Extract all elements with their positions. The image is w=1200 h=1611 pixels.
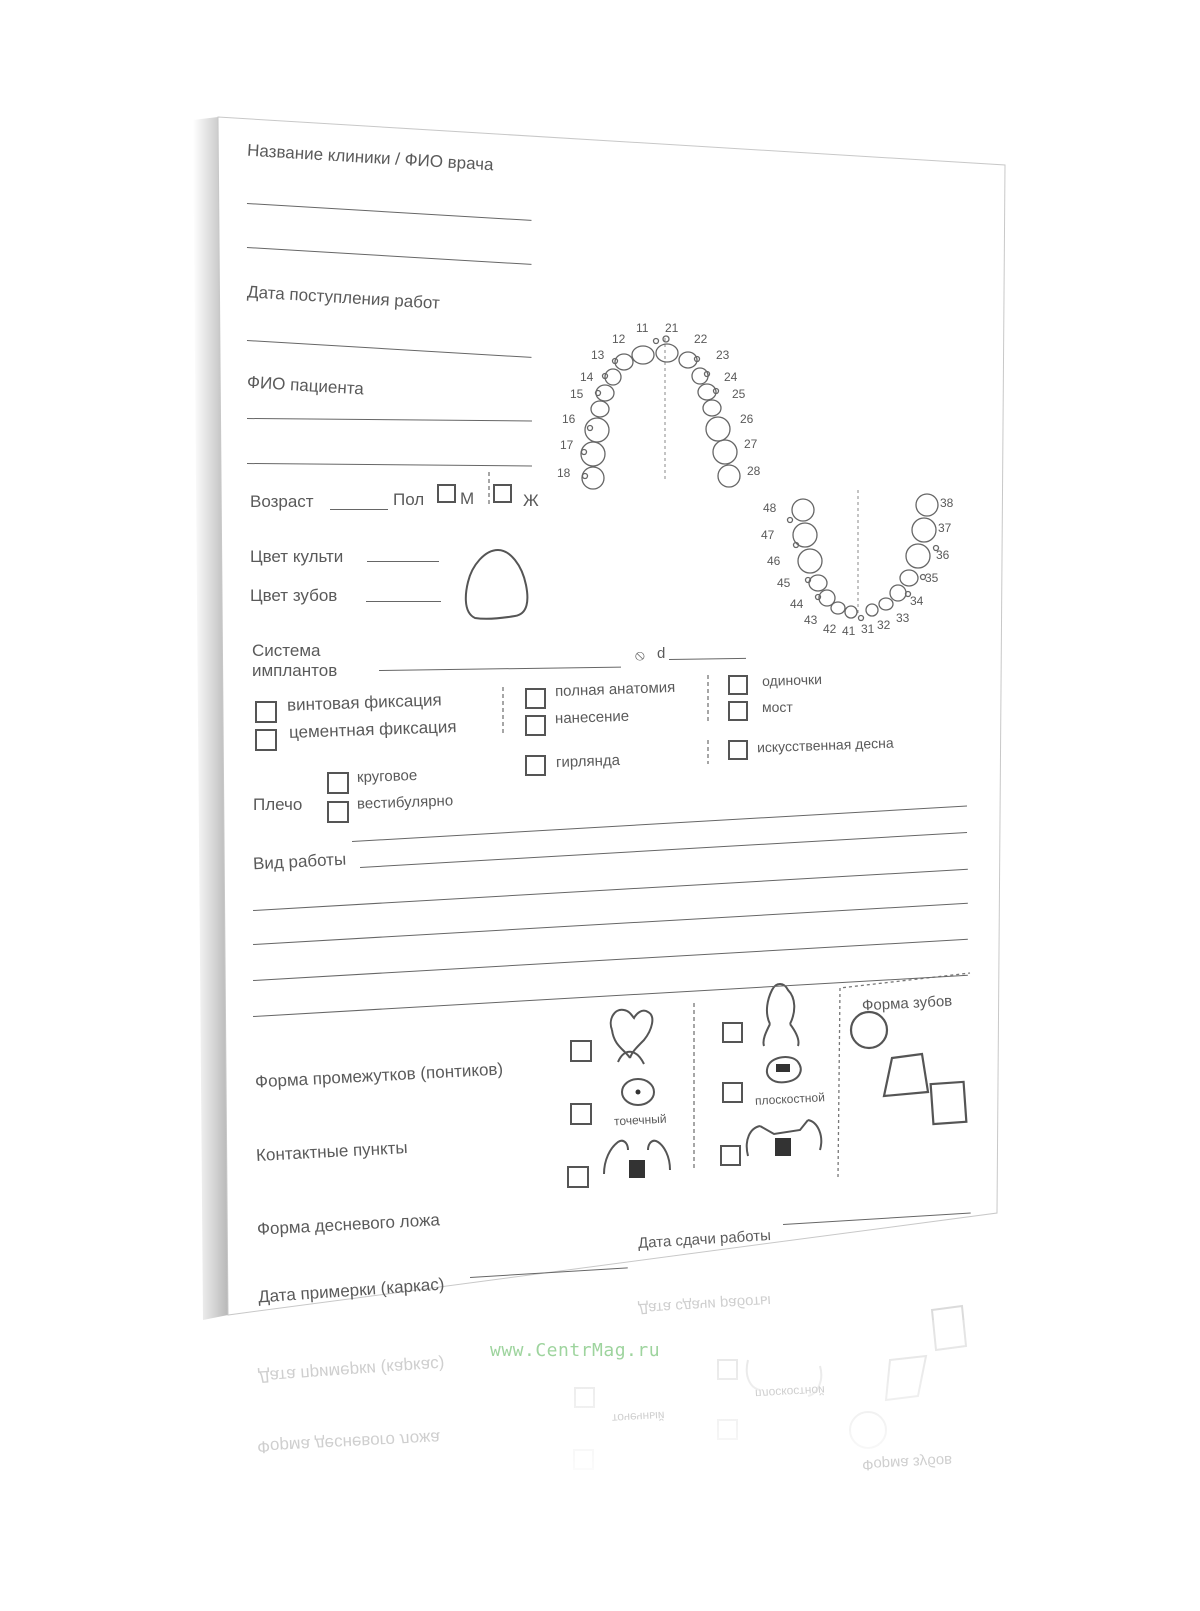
cement-fixation-checkbox[interactable] <box>255 729 277 751</box>
tooth-27[interactable]: 27 <box>744 437 758 451</box>
layering-label: нанесение <box>554 707 630 728</box>
reflection-teeth-shape: Форма зубов <box>861 1451 953 1474</box>
sex-label: Пол <box>393 490 425 509</box>
garland-label: гирлянда <box>555 751 621 772</box>
tooth-41[interactable]: 41 <box>842 624 856 638</box>
pontic-2-checkbox[interactable] <box>722 1022 743 1043</box>
vestibular-checkbox[interactable] <box>327 801 349 823</box>
clinic-label: Название клиники / ФИО врача <box>246 140 495 175</box>
artificial-gum-checkbox[interactable] <box>728 740 748 760</box>
tooth-22[interactable]: 22 <box>694 332 708 346</box>
implant-system-label-1: Система <box>252 641 321 660</box>
tooth-37[interactable]: 37 <box>938 521 952 535</box>
singles-checkbox[interactable] <box>728 675 748 695</box>
shoulder-label: Плечо <box>253 795 303 814</box>
sex-f-checkbox[interactable] <box>493 484 512 503</box>
age-label: Возраст <box>250 492 314 511</box>
gum-bed-label: Форма десневого ложа <box>256 1210 441 1239</box>
tooth-38[interactable]: 38 <box>940 496 954 510</box>
sex-m-label: М <box>460 489 475 508</box>
full-anatomy-label: полная анатомия <box>554 678 676 701</box>
patient-label: ФИО пациента <box>246 372 365 399</box>
tooth-35[interactable]: 35 <box>925 571 939 585</box>
point-label: точечный <box>613 1111 667 1129</box>
stump-color-line[interactable] <box>367 561 439 562</box>
tooth-13[interactable]: 13 <box>591 348 605 362</box>
flat-contact-checkbox[interactable] <box>722 1082 743 1103</box>
tooth-25[interactable]: 25 <box>732 387 746 401</box>
tooth-17[interactable]: 17 <box>560 438 574 452</box>
flat-label: плоскостной <box>754 1090 826 1108</box>
intake-date-label: Дата поступления работ <box>246 282 441 313</box>
pontic-shape-label: Форма промежутков (понтиков) <box>254 1059 504 1092</box>
cement-fixation-label: цементная фиксация <box>288 717 457 742</box>
teeth-color-line[interactable] <box>366 601 441 602</box>
bridge-checkbox[interactable] <box>728 701 748 721</box>
tooth-14[interactable]: 14 <box>580 370 594 384</box>
tooth-11[interactable]: 11 <box>636 321 649 335</box>
tooth-31[interactable]: 31 <box>861 622 875 636</box>
vestibular-label: вестибулярно <box>356 792 454 813</box>
full-anatomy-checkbox[interactable] <box>525 688 546 709</box>
gum-bed-1-checkbox[interactable] <box>567 1166 589 1188</box>
screw-fixation-checkbox[interactable] <box>255 701 277 723</box>
tooth-26[interactable]: 26 <box>740 412 754 426</box>
point-contact-checkbox[interactable] <box>570 1103 592 1125</box>
tooth-24[interactable]: 24 <box>724 370 738 384</box>
pontic-1-checkbox[interactable] <box>570 1040 592 1062</box>
gum-bed-2-checkbox[interactable] <box>720 1145 741 1166</box>
delivery-date-label: Дата сдачи работы <box>637 1226 772 1253</box>
tooth-36[interactable]: 36 <box>936 548 950 562</box>
tooth-48[interactable]: 48 <box>763 501 777 515</box>
artificial-gum-label: искусственная десна <box>756 734 894 756</box>
contact-points-label: Контактные пункты <box>255 1138 409 1165</box>
tooth-33[interactable]: 33 <box>896 611 910 625</box>
tooth-46[interactable]: 46 <box>767 554 781 568</box>
watermark-text[interactable]: www.CentrMag.ru <box>490 1340 661 1361</box>
tooth-45[interactable]: 45 <box>777 576 791 590</box>
tooth-21[interactable]: 21 <box>665 321 679 335</box>
stump-color-label: Цвет культи <box>250 547 344 566</box>
circular-checkbox[interactable] <box>327 772 349 794</box>
garland-checkbox[interactable] <box>525 755 546 776</box>
diameter-icon: ⦸ <box>635 647 645 664</box>
work-type-label: Вид работы <box>252 849 347 874</box>
reflection-flat-label: плоскостной <box>754 1383 826 1401</box>
tooth-28[interactable]: 28 <box>747 464 761 478</box>
implant-system-label-2: имплантов <box>252 661 338 680</box>
tooth-43[interactable]: 43 <box>804 613 818 627</box>
tooth-16[interactable]: 16 <box>562 412 576 426</box>
tooth-42[interactable]: 42 <box>823 622 837 636</box>
sex-f-label: Ж <box>523 491 539 510</box>
diameter-label: d <box>657 645 666 662</box>
tooth-32[interactable]: 32 <box>877 618 891 632</box>
bridge-label: мост <box>762 699 793 715</box>
tooth-47[interactable]: 47 <box>761 528 775 542</box>
reflection-gum-bed: Форма десневого ложа <box>256 1428 441 1457</box>
tooth-18[interactable]: 18 <box>557 466 571 480</box>
reflection-tryin-date: Дата примерки (каркас) <box>257 1354 446 1387</box>
tooth-44[interactable]: 44 <box>790 597 804 611</box>
reflection-delivery-date: Дата сдачи работы <box>637 1291 772 1318</box>
tooth-34[interactable]: 34 <box>910 594 924 608</box>
reflection-point-label: точечный <box>611 1408 665 1426</box>
tooth-23[interactable]: 23 <box>716 348 730 362</box>
teeth-shape-label: Форма зубов <box>861 992 953 1015</box>
tryin-date-label: Дата примерки (каркас) <box>257 1274 445 1307</box>
circular-label: круговое <box>356 766 418 787</box>
tooth-15[interactable]: 15 <box>570 387 584 401</box>
age-line[interactable] <box>330 509 388 510</box>
tooth-12[interactable]: 12 <box>612 332 626 346</box>
layering-checkbox[interactable] <box>525 715 546 736</box>
singles-label: одиночки <box>761 670 823 690</box>
screw-fixation-label: винтовая фиксация <box>286 690 442 715</box>
sex-m-checkbox[interactable] <box>437 484 456 503</box>
teeth-color-label: Цвет зубов <box>250 586 338 605</box>
